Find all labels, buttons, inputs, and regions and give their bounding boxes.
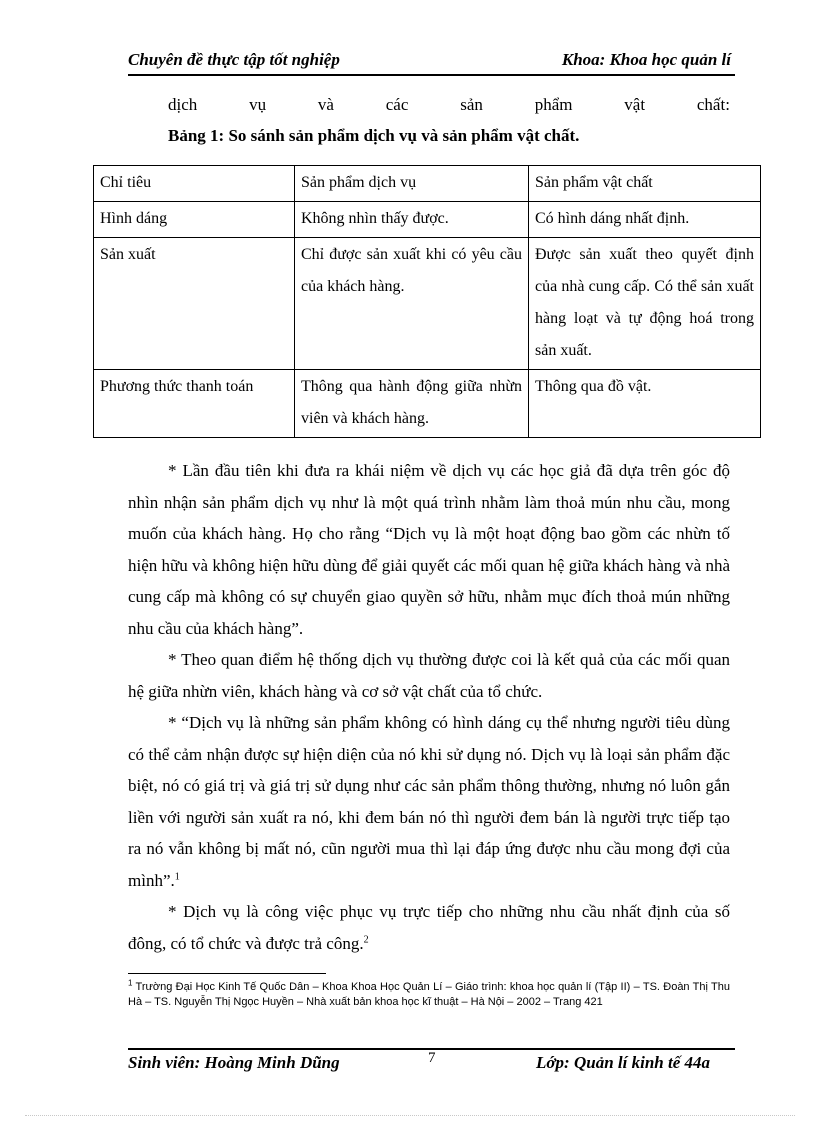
- intro-word: và: [317, 95, 334, 114]
- page-header: [128, 50, 735, 76]
- table-cell: Không nhìn thấy được.: [295, 202, 529, 238]
- table-row: [94, 238, 761, 370]
- paragraph: [128, 707, 730, 896]
- table-row: [94, 202, 761, 238]
- paragraph-text: * Lần đầu tiên khi đưa ra khái niệm về dịch vụ các học giả đã dựa trên góc độ nhìn nhận sản phẩm dịch vụ như là một quá trình nhằm làm thoả mún nhu cầu, mong muốn của khách hàng. Họ cho rằng “Dịch vụ là một hoạt động bao gồm các nhừn tố hiện hữu và không hiện hữu dùng để giải quyết các mối quan hệ giữa khách hàng và nhà cung cấp mà không có sự chuyển giao quyền sở hữu, nhằm mục đích thoả mún những nhu cầu của khách hàng”.: [128, 461, 730, 638]
- table-cell: Thông qua hành động giữa nhừn viên và khách hàng.: [295, 370, 529, 438]
- table-cell: Chỉ được sản xuất khi có yêu cầu của khách hàng.: [295, 238, 529, 370]
- footnote-ref: 1: [174, 870, 180, 882]
- paragraph-text: * Theo quan điểm hệ thống dịch vụ thường được coi là kết quả của các mối quan hệ giữa nhừn viên, khách hàng và cơ sở vật chất của tổ chức.: [128, 650, 730, 701]
- table-cell: Hình dáng: [94, 202, 295, 238]
- intro-word: sản: [460, 95, 483, 114]
- table-header-cell: Sản phẩm vật chất: [529, 166, 761, 202]
- paragraph: [128, 455, 730, 644]
- table-row: [94, 370, 761, 438]
- footer-class: Lớp: Quản lí kinh tế 44a: [536, 1053, 710, 1072]
- footnote-mark: 1: [128, 978, 133, 988]
- footnote: [128, 980, 730, 1010]
- table-cell: Được sản xuất theo quyết định của nhà cung cấp. Có thể sản xuất hàng loạt và tự động hoá trong sản xuất.: [529, 238, 761, 370]
- paragraph-text: * Dịch vụ là công việc phục vụ trực tiếp cho những nhu cầu nhất định của số đông, có tổ chức và được trả công.: [128, 902, 730, 953]
- footnote-separator: [128, 973, 326, 974]
- table-title: Bảng 1: So sánh sản phẩm dịch vụ và sản phẩm vật chất.: [168, 126, 580, 145]
- paragraph: [128, 644, 730, 707]
- table-cell: Sản xuất: [94, 238, 295, 370]
- body-text: [128, 455, 730, 959]
- footer-student: Sinh viên: Hoàng Minh Dũng: [128, 1053, 340, 1072]
- footnote-ref: 2: [363, 933, 369, 945]
- paragraph-text: * “Dịch vụ là những sản phẩm không có hình dáng cụ thể nhưng người tiêu dùng có thể cảm nhận được sự hiện diện của nó khi sử dụng nó. Dịch vụ là loại sản phẩm đặc biệt, nó có giá trị và giá trị sử dụng như các sản phẩm thông thường, nhưng nó luôn gắn liền với người sản xuất ra nó, khi đem bán nó thì người đem bán là người trực tiếp tạo ra nó vẫn không bị mất nó, cũn người mua thì lại đáp ứng được nhu cầu mong đợi của mình”.: [128, 713, 730, 890]
- header-course-title: Chuyên đề thực tập tốt nghiệp: [128, 50, 340, 69]
- footnote-text: Trường Đại Học Kinh Tế Quốc Dân – Khoa Khoa Học Quản Lí – Giáo trình: khoa học quản lí (Tập II) – TS. Đoàn Thị Thu Hà – TS. Nguyễn Thị Ngọc Huyền – Nhà xuất bản khoa học kĩ thuật – Hà Nội – 2002 – Trang 421: [128, 981, 730, 1008]
- intro-word: chất:: [696, 95, 730, 114]
- page-edge-divider: [25, 1115, 795, 1116]
- intro-word: vật: [624, 95, 646, 114]
- intro-word: dịch: [168, 95, 198, 114]
- table-header-cell: Chỉ tiêu: [94, 166, 295, 202]
- intro-word: phẩm: [534, 95, 573, 114]
- paragraph: [128, 896, 730, 959]
- table-header-cell: Sản phẩm dịch vụ: [295, 166, 529, 202]
- page-footer: [128, 1050, 735, 1077]
- table-header-row: [94, 166, 761, 202]
- table-cell: Phương thức thanh toán: [94, 370, 295, 438]
- page-number: 7: [428, 1050, 436, 1066]
- intro-word: vụ: [249, 95, 267, 114]
- comparison-table: [93, 165, 761, 438]
- table-cell: Có hình dáng nhất định.: [529, 202, 761, 238]
- intro-word: các: [385, 95, 409, 114]
- header-faculty: Khoa: Khoa học quản lí: [561, 50, 731, 69]
- table-cell: Thông qua đồ vật.: [529, 370, 761, 438]
- intro-line: [168, 95, 730, 115]
